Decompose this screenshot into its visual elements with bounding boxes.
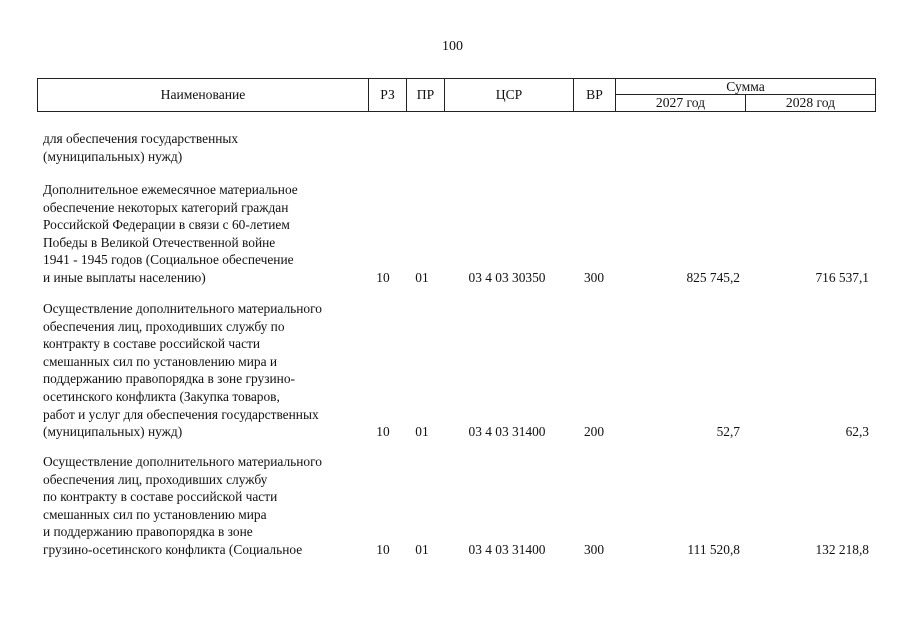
header-pr: ПР: [407, 79, 445, 111]
row-vr: 300: [583, 270, 605, 285]
header-sum: Сумма: [616, 79, 875, 95]
header-name: Наименование: [38, 79, 369, 111]
row-pr: 01: [415, 542, 429, 557]
row-csr: 03 4 03 31400: [468, 542, 546, 557]
header-rz: РЗ: [369, 79, 407, 111]
row-rz: 10: [376, 424, 390, 439]
row-pr: 01: [415, 424, 429, 439]
row-name: Осуществление дополнительного материального обеспечения лиц, проходивших службу по контракту в составе российской части смешанных сил по установлению мира и поддержанию правопорядка в зоне грузино- осетинского конфликта (Закупка товаров, работ и услуг для обеспечения государственных (муниципальных) нужд): [43, 301, 322, 440]
row-sum-2028: 132 218,8: [815, 542, 869, 557]
header-year-2028: 2028 год: [785, 95, 836, 110]
page-number: 100: [442, 39, 463, 54]
row-sum-2028: 716 537,1: [815, 270, 869, 285]
row-sum-2027: 825 745,2: [686, 270, 740, 285]
row-csr: 03 4 03 30350: [468, 270, 546, 285]
row-name: Дополнительное ежемесячное материальное обеспечение некоторых категорий граждан Российской Федерации в связи с 60-летием Победы в Великой Отечественной войне 1941 - 1945 годов (Социальное обеспечение и иные выплаты населению): [43, 182, 298, 285]
row-rz: 10: [376, 270, 390, 285]
row-vr: 200: [583, 424, 605, 439]
table-header: [37, 78, 876, 112]
row-name: для обеспечения государственных (муниципальных) нужд): [43, 131, 239, 164]
header-csr: ЦСР: [445, 79, 574, 111]
row-csr: 03 4 03 31400: [468, 424, 546, 439]
header-year-2027: 2027 год: [616, 95, 746, 111]
row-pr: 01: [415, 270, 429, 285]
row-sum-2028: 62,3: [845, 424, 869, 439]
row-vr: 300: [583, 542, 605, 557]
row-rz: 10: [376, 542, 390, 557]
row-sum-2027: 111 520,8: [687, 542, 740, 557]
row-sum-2027: 52,7: [716, 424, 740, 439]
header-sum-group: [616, 79, 875, 111]
row-name: Осуществление дополнительного материального обеспечения лиц, проходивших службу по контракту в составе российской части смешанных сил по установлению мира и поддержанию правопорядка в зоне грузино-осетинского конфликта (Социальное: [43, 454, 322, 557]
header-vr: ВР: [574, 79, 616, 111]
